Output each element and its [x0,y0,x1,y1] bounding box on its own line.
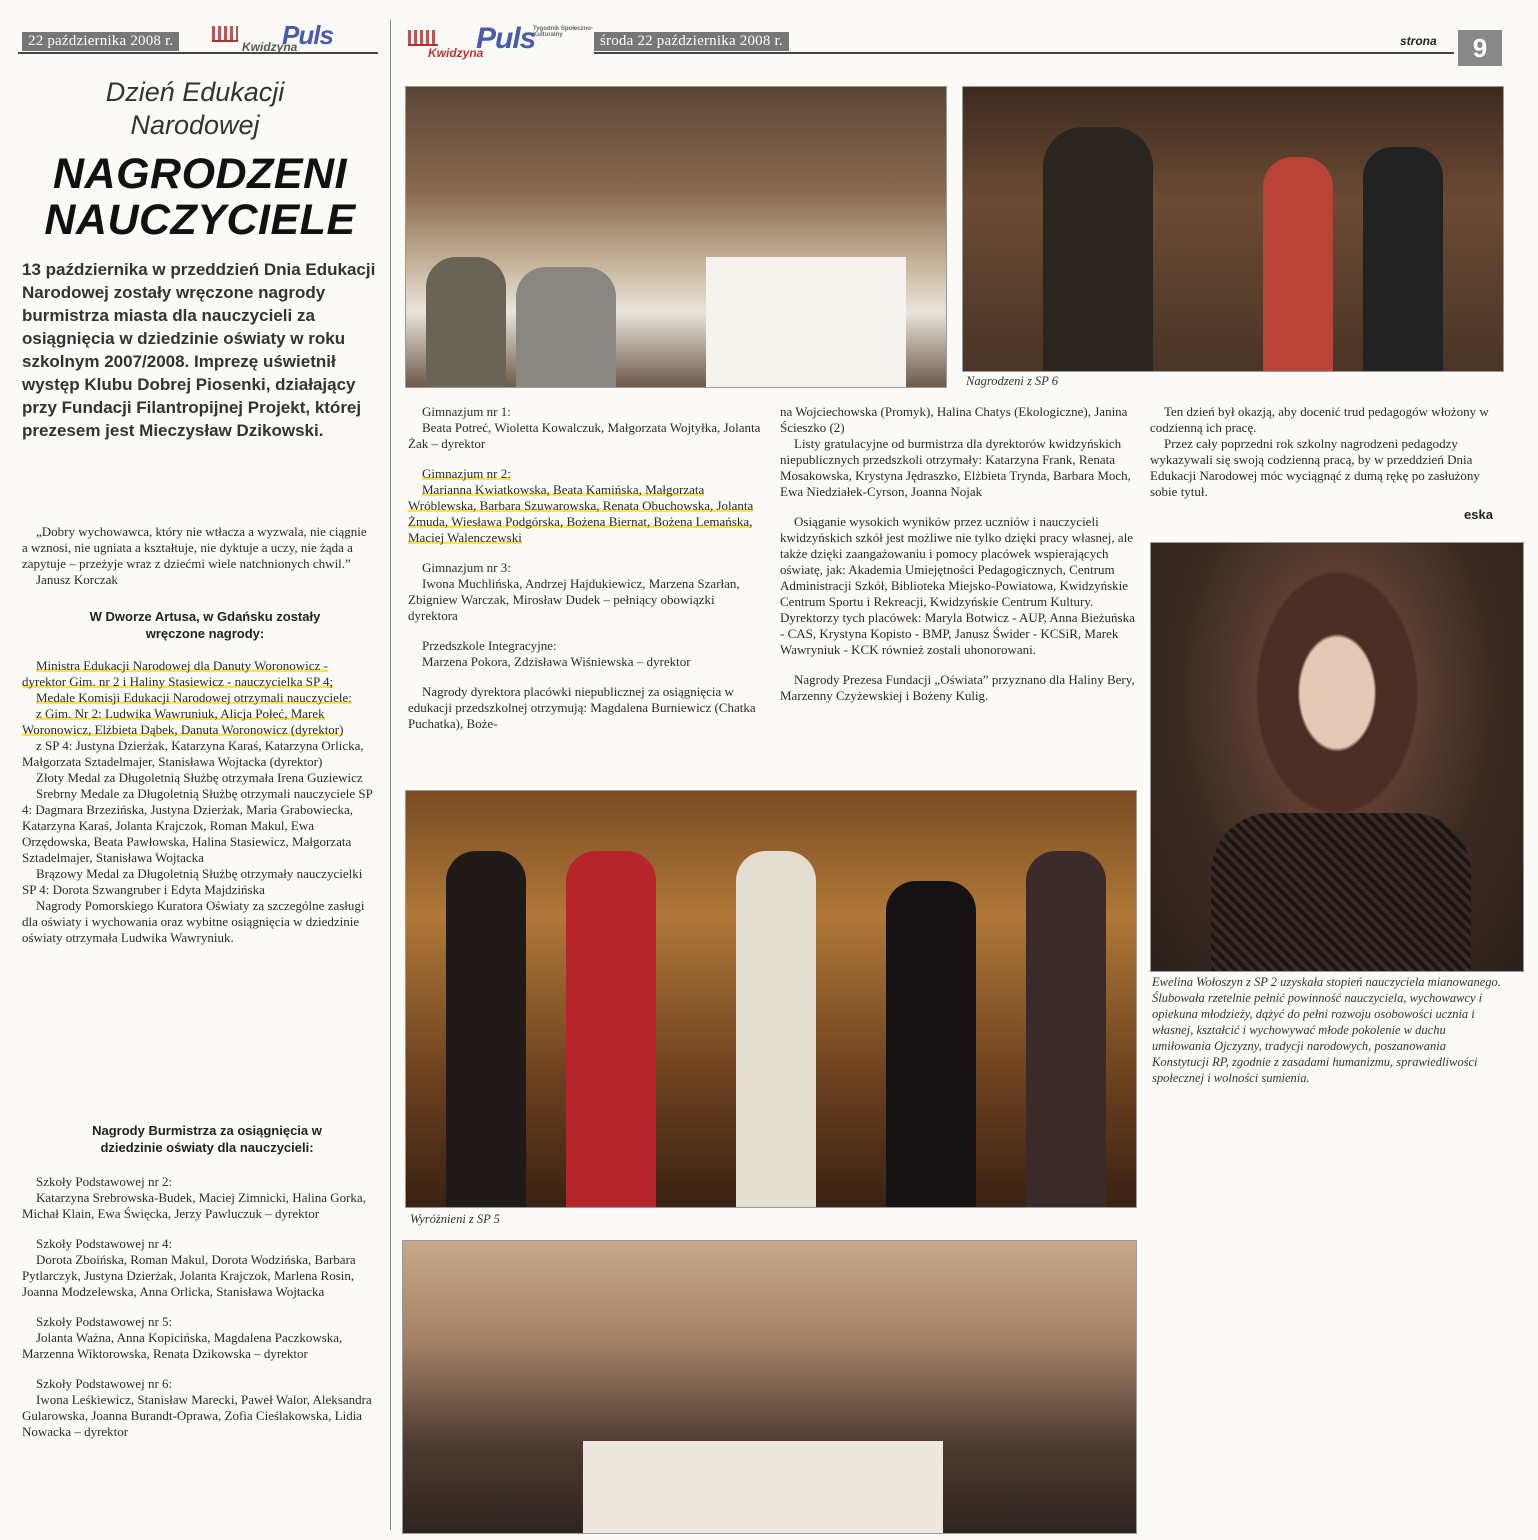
award-text: z Gim. Nr 2: Ludwika Wawruniuk, Alicja Połeć, Marek Woronowicz, Elżbieta Dąbek, Danuta Woronowicz (dyrektor) [22,706,344,737]
school-names: Dorota Zboińska, Roman Makul, Dorota Wodzińska, Barbara Pytlarczyk, Justyna Dzierżak, Jolanta Krajczok, Marlena Rosin, Joanna Modzelewska, Anna Orlicka, Stanisława Wojtacka [22,1252,356,1299]
award-item [22,690,374,706]
quote-text: „Dobry wychowawca, który nie wtłacza a wyzwala, nie ciągnie a wznosi, nie ugniata a kształtuje, nie dyktuje a uczy, nie żąda a zapytuje – przeżyje wraz z dziećmi wiele natchnionych chwil.” [22,524,367,571]
school-title: Przedszkole Integracyjne: [422,638,557,653]
award-item: Brązowy Medal za Długoletnią Służbę otrzymały nauczycielki SP 4: Dorota Szwangruber i Edyta Majdzińska [22,866,363,897]
photo-person [886,881,976,1207]
paragraph: Nagrody Prezesa Fundacji „Oświata” przyznano dla Haliny Bery, Marzenny Czyżewskiej i Bożeny Kulig. [780,672,1135,703]
school-title: Gimnazjum nr 1: [422,404,511,419]
school-title-text: Gimnazjum nr 2: [422,466,511,481]
caption-sp6: Nagrodzeni z SP 6 [966,374,1059,388]
caption-sp5: Wyróżnieni z SP 5 [410,1212,500,1226]
school-names: Beata Potreć, Wioletta Kowalczuk, Małgorzata Wojtyłka, Jolanta Żak – dyrektor [408,420,761,451]
text-column-4 [1150,404,1502,500]
masthead-date-left: 22 października 2008 r. [22,32,179,51]
school-names: Jolanta Ważna, Anna Kopicińska, Magdalena Paczkowska, Marzenna Wiktorowska, Renata Dzikowska – dyrektor [22,1330,343,1361]
award-item: Srebrny Medale za Długoletnią Służbę otrzymali nauczyciele SP 4: Dagmara Brzezińska, Justyna Dzierżak, Maria Grabowiecka, Katarzyna Karaś, Jolanta Krajczok, Roman Makul, Ewa Orzędowska, Beata Pawłowska, Halina Stasiewicz, Małgorzata Sztadelmajer, Stanisława Wojtacka [22,786,373,865]
photo-sp6 [962,86,1504,372]
logo-skyline-icon [212,26,238,42]
photo-person [566,851,656,1207]
masthead-logo-left [212,20,377,58]
award-text: Ministra Edukacji Narodowej dla Danuty Woronowicz - dyrektor Gim. nr 2 i Haliny Stasiewicz - nauczycielka SP 4; [22,658,334,689]
photo-person [446,851,526,1207]
school-names: Iwona Leśkiewicz, Stanisław Marecki, Paweł Walor, Aleksandra Gularowska, Joanna Burandt-Oprawa, Zofia Cieślakowska, Lidia Nowacka – dyrektor [22,1392,372,1439]
paragraph: Listy gratulacyjne od burmistrza dla dyrektorów kwidzyńskich niepublicznych przedszkoli otrzymały: Katarzyna Frank, Renata Mosakowska, Krystyna Jędraszko, Elżbieta Trynda, Barbara Moch, Ewa Niedziałek-Cyrson, Joanna Nojak [780,436,1131,499]
photo-person [426,257,506,387]
photo-person [516,267,616,387]
masthead-date-right: środa 22 października 2008 r. [594,32,789,51]
article-headline-line1: NAGRODZENI [52,150,348,198]
school-names: Katarzyna Srebrowska-Budek, Maciej Zimnicki, Halina Gorka, Michał Klain, Ewa Święcka, Jerzy Pawluczuk – dyrektor [22,1190,366,1221]
masthead-rule-right [594,52,1454,54]
logo-city: Kwidzyna [428,46,484,60]
photo-person [1363,147,1443,371]
school-names [408,482,764,546]
award-item [22,658,374,690]
school-title: Szkoły Podstawowej nr 5: [36,1314,173,1329]
artus-awards [22,658,374,946]
school-title: Szkoły Podstawowej nr 2: [36,1174,173,1189]
logo-brand: Puls [476,22,536,55]
school-title: Szkoły Podstawowej nr 4: [36,1236,173,1251]
paragraph: Ten dzień był okazją, aby docenić trud pedagogów włożony w codzienną ich pracę. [1150,404,1489,435]
page-number: 9 [1458,30,1502,66]
photo-table [583,1441,943,1533]
paragraph: na Wojciechowska (Promyk), Halina Chatys (Ekologiczne), Janina Ścieszko (2) [780,404,1128,435]
school-title: Szkoły Podstawowej nr 6: [36,1376,173,1391]
photo-person [1263,157,1333,371]
caption-ewelina: Ewelina Wołoszyn z SP 2 uzyskała stopień nauczyciela mianowanego. Ślubowała rzetelnie pełnić powinność nauczyciela, wychowawcy i opiekuna młodzieży, dążyć do pełni rozwoju osobowości ucznia i własnej, kształcić i wychowywać młode pokolenie w duchu umiłowania Ojczyzny, tradycji narodowych, poszanowania Konstytucji RP, zgodnie z zasadami humanizmu, sprawiedliwości społecznej i wolności sumienia. [1152,975,1501,1085]
text-column-3 [780,404,1136,704]
korczak-quote [22,524,374,588]
logo-skyline-icon [408,30,438,46]
award-item: z SP 4: Justyna Dzierżak, Katarzyna Karaś, Katarzyna Orlicka, Małgorzata Sztadelmajer, Stanisława Wojtacka (dyrektor) [22,738,364,769]
award-item: Nagrody Pomorskiego Kuratora Oświaty za szczególne zasługi dla oświaty i wychowania oraz wybitne osiągnięcia w dziedzinie oświaty otrzymała Ludwika Wawryniuk. [22,898,365,945]
photo-dress [1211,813,1471,971]
article-kicker: Dzień Edukacji Narodowej [105,77,285,140]
schools-list-left [22,1174,374,1440]
artus-heading: W Dworze Artusa, w Gdańsku zostały wręczone nagrody: [89,609,321,641]
school-title: Gimnazjum nr 3: [422,560,511,575]
article-headline-line2: NAUCZYCIELE [44,196,356,244]
photo-sp5 [405,790,1137,1208]
school-names: Iwona Muchlińska, Andrzej Hajdukiewicz, Marzena Szarłan, Zbigniew Warczak, Mirosław Dudek – pełniący obowiązki dyrektora [408,576,740,623]
author-signature: eska [1464,507,1493,522]
paragraph: Nagrody dyrektora placówki niepublicznej za osiągnięcia w edukacji przedszkolnej otrzymują: Magdalena Burniewicz (Chatka Puchatka), Boże- [408,684,756,731]
logo-city: Kwidzyna [242,40,298,54]
photo-person [1026,851,1106,1207]
logo-brand: Puls [282,20,333,50]
photo-audience-bottom [402,1240,1137,1534]
school-title [408,466,764,482]
award-text: Medale Komisji Edukacji Narodowej otrzymali nauczyciele: [36,690,352,705]
photo-audience-top [405,86,947,388]
masthead-logo-right [408,22,593,62]
award-item [22,706,374,738]
column-divider-main [390,20,391,1530]
photo-table [706,257,906,387]
school-names-text: Marianna Kwiatkowska, Beata Kamińska, Małgorzata Wróblewska, Barbara Szuwarowska, Renata Obuchowska, Jolanta Żmuda, Wiesława Podgórska, Bożena Biernat, Bożena Lemańska, Maciej Walenczewski [408,482,754,545]
article-lead: 13 października w przeddzień Dnia Edukacji Narodowej zostały wręczone nagrody burmistrza miasta dla nauczycieli za osiągnięcia w dziedzinie oświaty w roku szkolnym 2007/2008. Imprezę uświetnił występ Klubu Dobrej Piosenki, działający przy Fundacji Filantropijnej Projekt, której prezesem jest Mieczysław Dzikowski. [22,260,376,440]
paragraph: Przez cały poprzedni rok szkolny nagrodzeni pedagodzy wykazywali się swoją codzienną pracą, by w przeddzień Dnia Edukacji Narodowej móc wyciągnąć z dumą rękę po zasłużony sobie tytuł. [1150,436,1480,499]
award-item: Złoty Medal za Długoletnią Służbę otrzymała Irena Guziewicz [36,770,363,785]
quote-author: Janusz Korczak [36,572,118,587]
text-column-2 [408,404,764,732]
page-label: strona [1400,34,1437,48]
paragraph: Osiąganie wysokich wyników przez uczniów i nauczycieli kwidzyńskich szkół jest możliwe nie tylko dzięki pracy własnej, ale także dzięki zaangażowaniu i pomocy placówek wspierających oświatę, jak: Akademia Umiejętności Pedagogicznych, Centrum Administracji Szkół, Biblioteka Miejsko-Powiatowa, Kwidzyńskie Centrum Sportu i Rekreacji, Kwidzyńskie Centrum Kultury. Dyrektorzy tych placówek: Maryla Botwicz - AUP, Anna Bieżuńska - CAS, Krystyna Kopisto - BMP, Janusz Świder - KCSiR, Marek Wawryniuk - KCK również zostali uhonorowani. [780,514,1135,657]
photo-person [736,851,816,1207]
logo-tagline: Tygodnik Społeczno-Kulturalny [533,26,593,38]
photo-person [1043,127,1153,371]
photo-ewelina-portrait [1150,542,1524,972]
school-names: Marzena Pokora, Zdzisława Wiśniewska – dyrektor [422,654,691,669]
burmistrz-heading: Nagrody Burmistrza za osiągnięcia w dziedzinie oświaty dla nauczycieli: [92,1123,322,1155]
